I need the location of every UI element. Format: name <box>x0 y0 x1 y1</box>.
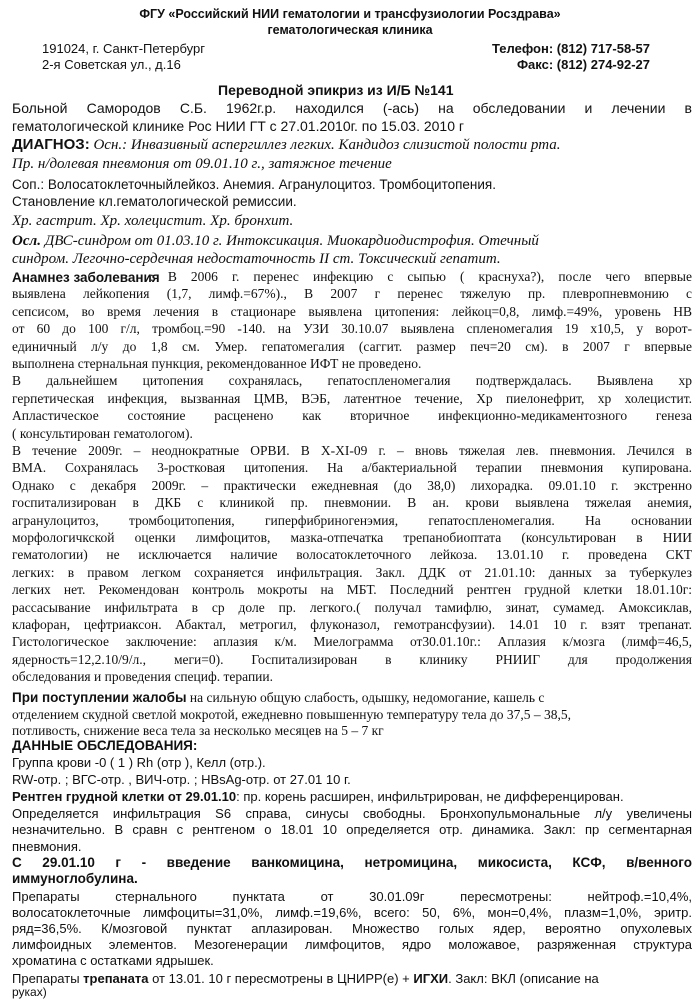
diagnosis-text: Осн.: Инвазивный аспергиллез легких. Кандидоз слизистой полости рта. <box>93 137 561 153</box>
data-label: ДАННЫЕ ОБСЛЕДОВАНИЯ: <box>12 738 198 753</box>
xray-label: Рентген грудной клетки от 29.01.10 <box>12 789 237 804</box>
anamnesis-line: : В 2006 г. перенес инфекцию с сыпью ( краснуха?), после чего впервые <box>150 270 692 284</box>
blood-group: Группа крови -0 ( 1 ) Rh (отр ), Келл (отр.). <box>12 755 266 770</box>
complaints-text: на сильную общую слабость, одышку, недомогание, кашель с <box>189 690 545 705</box>
sternal-line: Препараты стернального пунктата от 30.01.09г пересмотрены: нейтроф.=10,4%, <box>12 890 692 904</box>
anamnesis-line: единичный л/у до 1,8 см. Умер. гепатомегалия (саггит. размер печ=20 см). в 2007 г впервые <box>12 339 692 354</box>
anamnesis-line: Апластическое состояние расценено как вторичное инфекционно-медикаментозного генеза <box>12 409 692 424</box>
diagnosis-concomitant: Соп.: Волосатоклеточныйлейкоз. Анемия. Агранулоцитоз. Тромбоцитопения. <box>12 177 496 192</box>
anamnesis-line: выполнена стернальная пункция, рекомендованное ИФТ не проведено. <box>12 356 422 371</box>
sternal-line: волосатоклеточные лимфоциты=31,0%, лимф.=19,6%, всего: 50, 6%, мон=0,4%, плазм=1,0%, эритр. <box>12 906 692 920</box>
patient-line: Больной Самородов С.Б. 1962г.р. находился (-ась) на обследовании и лечении в <box>12 101 692 116</box>
trepanate-middle: от 13.01. 10 г пересмотрены в ЦНИРР(е) + <box>152 971 410 986</box>
sternal-line: ряд=36,5%. К/мозговой пунктат аплазирован. Множество голых ядер, вероятно опухолевых <box>12 922 692 936</box>
trepanate-line-2: руках) <box>12 985 47 999</box>
trepanate-lab: ИГХИ <box>413 971 449 986</box>
org-name: ФГУ «Российский НИИ гематологии и трансфузиологии Росздрава» <box>139 7 561 21</box>
trepanate-suffix: . Закл: ВКЛ (описание на <box>448 971 599 986</box>
xray-line: Определяется инфильтрация S6 справа, синусы свободны. Бронхопульмональные л/у увеличены <box>12 807 692 821</box>
anamnesis-line: ВМА. Сохранялась 3-ростковая цитопения. На а/бактериальной терапии пневмония купирована. <box>12 461 692 476</box>
clinic-name: гематологическая клиника <box>267 23 433 37</box>
therapy-line: иммуноглобулина. <box>12 871 138 886</box>
diagnosis-complications <box>12 234 539 249</box>
anamnesis-line: легких нет. Рекомендован контроль мокроты на МБТ. Последний рентген грудной клетки 18.01.10г: <box>12 583 692 598</box>
diagnosis-label: ДИАГНОЗ: <box>12 136 90 153</box>
complaints-line: отделением скудной светлой мокротой, ежедневно повышенную температуру тела до 37,5 – 38,5, <box>12 707 572 722</box>
phone: Телефон: (812) 717-58-57 <box>491 41 650 56</box>
xray-line: пневмония. <box>12 839 82 854</box>
complications-text: ДВС-синдром от 01.03.10 г. Интоксикация. Миокардиодистрофия. Отечный <box>44 233 539 249</box>
anamnesis-line: агранулоцитоз, тромбоцитопения, гиперфибриногенэмия, гепатоспленомегалия. На основании <box>12 513 692 528</box>
anamnesis-line: госпитализирован в ДКБ с клиникой пр. пневмонии. В ан. крови выявлена тяжелая анемия, <box>12 496 692 511</box>
fax: Факс: (812) 274-92-27 <box>516 57 650 72</box>
diagnosis-remission: Становление кл.гематологической ремиссии. <box>12 194 297 209</box>
therapy-line: С 29.01.10 г - введение ванкомицина, нетромицина, микосиста, КСФ, в/венного <box>12 856 692 870</box>
xray-line <box>12 790 624 803</box>
anamnesis-line: от 60 до 100 г/л, тромбоц.=90 -140. на УЗИ 30.10.07 выявлена спленомегалия 19 х10,5, у ворот- <box>12 322 692 337</box>
anamnesis-line: гематологии) не исключается наличие волосатоклеточного лейкоза. 13.01.10 г. проведена СКТ <box>12 548 692 563</box>
anamnesis-line: обследования и проведения специф. терапии. <box>12 669 273 685</box>
anamnesis-line: В дальнейшем цитопения сохранялась, гепатоспленомегалия подтверждалась. Выявлена хр <box>12 374 692 389</box>
trepanate-line <box>12 972 599 985</box>
anamnesis-line: морфологичкской оценки лимфоцитов, мазка-отпечатка трепанобиоптата (консультирован в НИИ <box>12 531 692 545</box>
address-city: 191024, г. Санкт-Петербург <box>42 41 205 56</box>
complications-label: Осл. <box>12 233 41 249</box>
trepanate-bold: трепаната <box>83 971 149 986</box>
address-street: 2-я Советская ул., д.16 <box>42 57 181 72</box>
complaints-line: потливость, снижение веса тела за несколько месяцев на 5 – 7 кг <box>12 723 384 738</box>
diagnosis-chronic: Хр. гастрит. Хр. холецистит. Хр. бронхит. <box>12 213 294 229</box>
sternal-line: лимфоидных элементов. Мезогенерации лимфоцитов, ядро моложавое, разряженная структура <box>12 938 692 952</box>
diagnosis-main <box>12 137 561 153</box>
sternal-line: хроматина с остатками ядрышек. <box>12 953 214 968</box>
anamnesis-line: герпетическая инфекция, вызванная ЦМВ, ВЭБ, латентное течение, Хр пиелонефрит, хр холецистит. <box>12 391 692 406</box>
anamnesis-label: Анамнез заболевания <box>12 270 160 285</box>
anamnesis-line: легких: в правом легком сохраняется инфильтрация. Закл. ДДК от 21.01.10: данных за туберкулез <box>12 565 692 580</box>
anamnesis-line: В течение 2009г. – неоднократные ОРВИ. В Х-XI-09 г. – вновь тяжелая лев. пневмония. Лечился в <box>12 444 692 458</box>
anamnesis-line: сепсисом, во время лечения в стационаре выявлена цитопения: лейкоц=0,8, лимф.=49%, уровень НВ <box>12 304 692 319</box>
trepanate-prefix: Препараты <box>12 971 80 986</box>
xray-text: : пр. корень расширен, инфильтрирован, не дифференцирован. <box>236 789 624 804</box>
patient-line: гематологической клинике Рос НИИ ГТ с 27.01.2010г. по 15.03. 2010 г <box>12 118 464 134</box>
serology: RW-отр. ; ВГС-отр. , ВИЧ-отр. ; HBsAg-отр. от 27.01 10 г. <box>12 772 351 787</box>
complaints-label: При поступлении жалобы <box>12 690 187 705</box>
complaints-line <box>12 691 544 705</box>
anamnesis-line: рассасывание инфильтрата в ср доле пр. легкого.( получал тамифлю, зинат, сумамед. Амоксиклав, <box>12 600 692 615</box>
anamnesis-line: клафоран, цефтриаксон. Абактал, метрогил, флуконазол, гемотрансфузии). 14.01 10 г. взят трепанат. <box>12 618 692 632</box>
diagnosis-complications-2: синдром. Легочно-сердечная недостаточность II ст. Токсический гепатит. <box>12 251 501 267</box>
anamnesis-line: выявлена лейкопения (1,7, лимф.=67%)., В 2007 г перенес тяжелую пр. плевропневмонию с <box>12 287 692 302</box>
anamnesis-line: Гистологическое заключение: аплазия к/м. Миелограмма от30.01.10г.: Аплазия к/мозга (лимф=46,5, <box>12 635 692 650</box>
document-title: Переводной эпикриз из И/Б №141 <box>218 82 454 98</box>
xray-line: незначительно. В сравн с рентгеном о 18.01 10 определяется отр. динамика. Закл: пр сегментарная <box>12 823 692 837</box>
anamnesis-line: ( консультирован гематологом). <box>12 425 193 441</box>
diagnosis-line: Пр. н/долевая пневмония от 09.01.10 г., затяжное течение <box>12 156 392 172</box>
anamnesis-line: Однако с декабря 2009г. – практически ежедневная (до 38,0) лихорадка. 09.01.10 г. экстренно <box>12 478 692 493</box>
anamnesis-line: ядерность=12,2.10/9/л., меги=0). Госпитализирован в клинику РНИИГ для продолжения <box>12 652 692 667</box>
